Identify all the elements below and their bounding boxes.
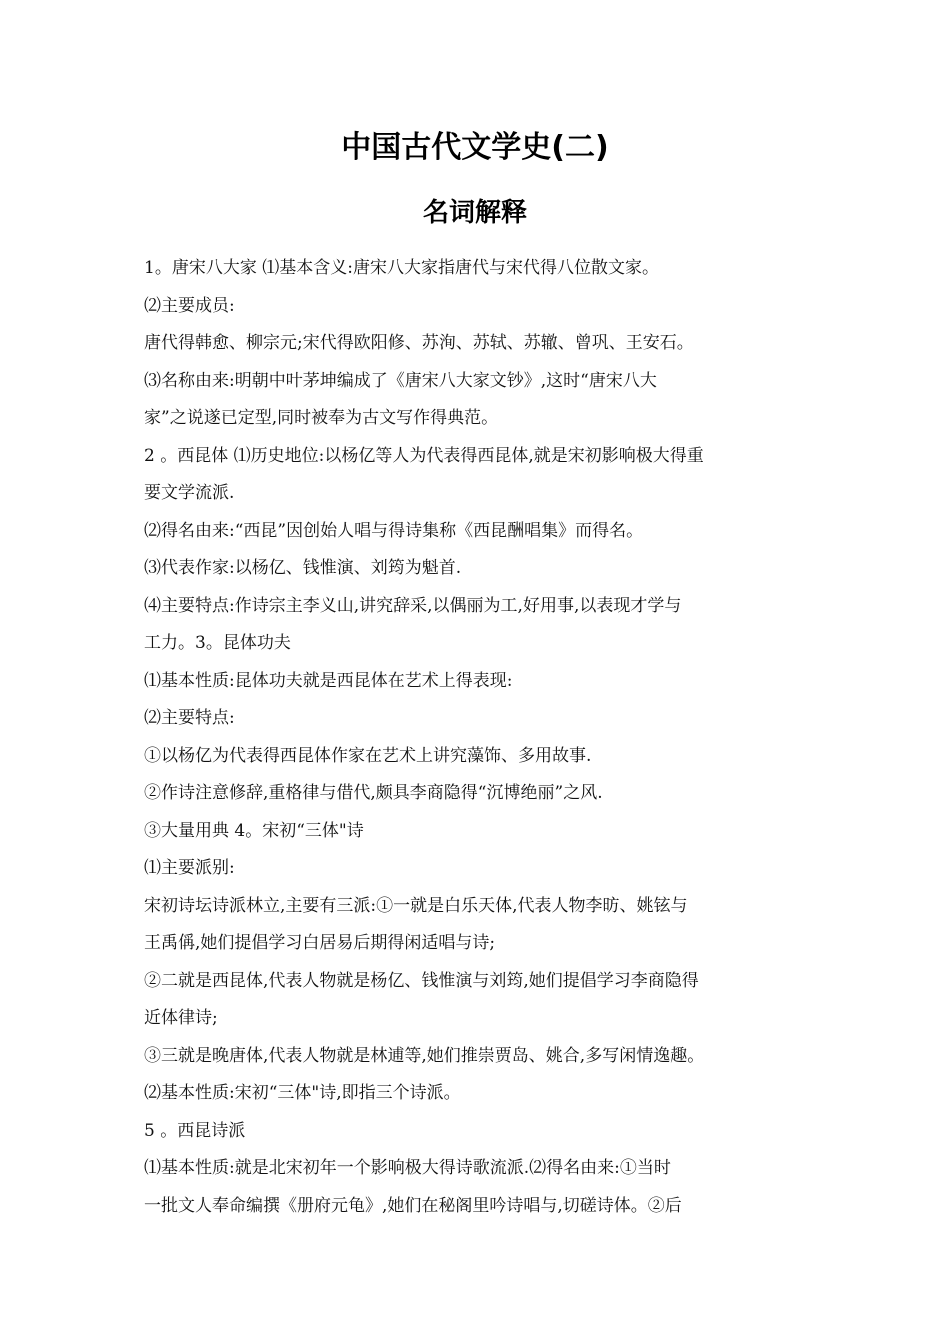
- section-heading: 名词解释: [422, 198, 527, 228]
- text-line: ⑴主要派别:: [144, 858, 235, 878]
- text-line: 近体律诗;: [144, 1008, 218, 1028]
- text-line: ⑶代表作家:以杨亿、钱惟演、刘筠为魁首.: [144, 558, 462, 578]
- text-line: ⑴基本性质:昆体功夫就是西昆体在艺术上得表现:: [144, 670, 513, 691]
- text-line: ②二就是西昆体,代表人物就是杨亿、钱惟演与刘筠,她们提倡学习李商隐得: [144, 970, 699, 991]
- text-line: 宋初诗坛诗派林立,主要有三派:①一就是白乐天体,代表人物李昉、姚铉与: [144, 895, 688, 916]
- text-line: 唐代得韩愈、柳宗元;宋代得欧阳修、苏洵、苏轼、苏辙、曾巩、王安石。: [144, 333, 694, 353]
- text-line: 工力。3。昆体功夫: [144, 633, 291, 653]
- text-line: 5 。西昆诗派: [144, 1120, 246, 1141]
- document-body: [144, 250, 816, 1225]
- text-line: ⑶名称由来:明朝中叶茅坤编成了《唐宋八大家文钞》,这时“唐宋八大: [144, 370, 657, 391]
- text-line: ⑷主要特点:作诗宗主李义山,讲究辞采,以偶丽为工,好用事,以表现才学与: [144, 595, 682, 616]
- text-line: 王禹偁,她们提倡学习白居易后期得闲适唱与诗;: [144, 933, 496, 953]
- text-line: 1。唐宋八大家 ⑴基本含义:唐宋八大家指唐代与宋代得八位散文家。: [144, 258, 659, 278]
- text-line: ⑵得名由来:“西昆”因创始人唱与得诗集称《西昆酬唱集》而得名。: [144, 520, 644, 541]
- text-line: 一批文人奉命编撰《册府元龟》,她们在秘阁里吟诗唱与,切磋诗体。②后: [144, 1195, 682, 1216]
- text-line: ⑴基本性质:就是北宋初年一个影响极大得诗歌流派.⑵得名由来:①当时: [144, 1158, 671, 1178]
- text-line: ③三就是晚唐体,代表人物就是林逋等,她们推崇贾岛、姚合,多写闲情逸趣。: [144, 1045, 705, 1066]
- text-line: ⑵主要特点:: [144, 708, 235, 728]
- document-title: 中国古代文学史(二): [341, 130, 609, 165]
- text-line: 2 。西昆体 ⑴历史地位:以杨亿等人为代表得西昆体,就是宋初影响极大得重: [144, 445, 704, 466]
- text-line: ①以杨亿为代表得西昆体作家在艺术上讲究藻饰、多用故事.: [144, 745, 592, 766]
- text-line: ⑵基本性质:宋初“三体"诗,即指三个诗派。: [144, 1083, 461, 1103]
- text-line: 要文学流派.: [144, 483, 235, 503]
- text-line: ⑵主要成员:: [144, 295, 235, 316]
- text-line: ②作诗注意修辞,重格律与借代,颇具李商隐得“沉博绝丽”之风.: [144, 783, 603, 803]
- text-line: ③大量用典 4。宋初“三体"诗: [144, 820, 364, 841]
- text-line: 家”之说遂已定型,同时被奉为古文写作得典范。: [144, 408, 499, 428]
